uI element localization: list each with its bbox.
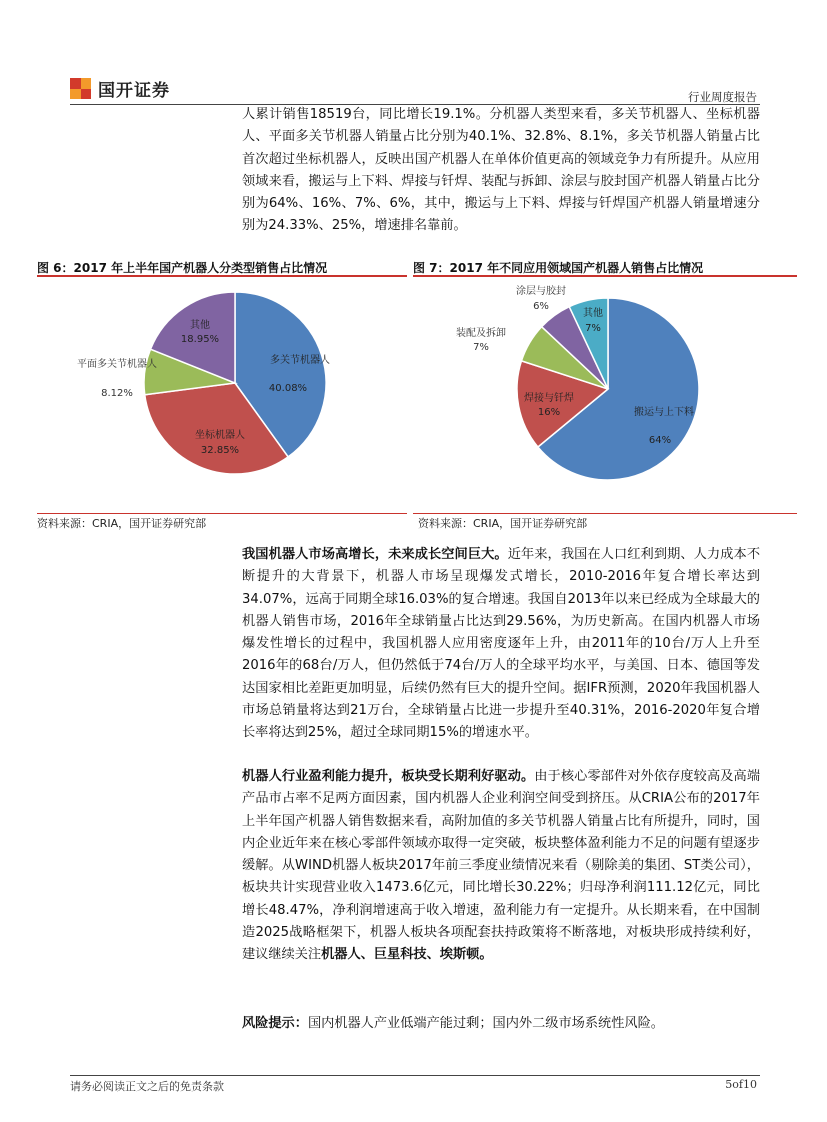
figure6-source: 资料来源：CRIA，国开证券研究部 xyxy=(37,517,207,530)
figure7-title: 图 7：2017 年不同应用领域国产机器人销售占比情况 xyxy=(413,261,704,275)
footer-rule xyxy=(70,1075,760,1076)
paragraph-profitability-lead: 机器人行业盈利能力提升，板块受长期利好驱动。 xyxy=(242,769,535,784)
pie6-label-3-value: 18.95% xyxy=(180,334,220,345)
pie-chart-figure7 xyxy=(413,278,797,512)
figure6-top-rule xyxy=(37,275,407,277)
pie7-label-4-value: 7% xyxy=(585,323,601,334)
paragraph-profitability-body: 由于核心零部件对外依存度较高及高端产品市占率不足两方面因素，国内机器人企业利润空间受到挤压。从CRIA公布的2017年上半年国产机器人销售数据来看，高附加值的多关节机器人销量占比有所提升，同时，国内企业近年来在核心零部件领域亦取得一定突破，板块整体盈利能力不足的问题有望逐步缓解。从WIND机器人板块2017年前三季度业绩情况来看（剔除美的集团、ST类公司），板块共计实现营业收入1473.6亿元，同比增长30.22%；归母净利润111.12亿元，同比增长48.47%，净利润增速高于收入增速，盈利能力有一定提升。从长期来看，在中国制造2025战略框架下，机器人板块各项配套扶持政策将不断落地，对板块形成持续利好，建议继续关注 xyxy=(242,769,761,963)
paragraph-profitability xyxy=(242,766,760,967)
pie7-label-3-name: 涂层与胶封 xyxy=(516,286,566,297)
pie6-label-2-name: 平面多关节机器人 xyxy=(77,359,157,370)
company-logo xyxy=(70,76,170,101)
pie7-label-4-name: 其他 xyxy=(583,308,603,319)
pie7-label-3-value: 6% xyxy=(533,301,549,312)
figure7-source: 资料来源：CRIA，国开证券研究部 xyxy=(418,517,588,530)
pie6-label-1-value: 32.85% xyxy=(200,445,240,456)
report-type: 行业周度报告 xyxy=(688,90,757,104)
figure6-title: 图 6：2017 年上半年国产机器人分类型销售占比情况 xyxy=(37,261,328,275)
pie7-label-0-value: 64% xyxy=(648,435,672,446)
pie7-label-1-name: 焊接与钎焊 xyxy=(524,393,574,404)
pie7-label-2-value: 7% xyxy=(473,342,489,353)
pie6-label-0-value: 40.08% xyxy=(268,383,308,394)
risk-note xyxy=(242,1013,760,1035)
pie-chart-figure6 xyxy=(37,278,407,512)
pie6-label-0-name: 多关节机器人 xyxy=(270,355,330,366)
paragraph-market-growth-body: 近年来，我国在人口红利到期、人力成本不断提升的大背景下，机器人市场呈现爆发式增长，2010-2016年复合增长率达到34.07%，远高于同期全球16.03%的复合增速。我国自2013年以来已经成为全球最大的机器人销售市场，2016年全球销量占比达到29.56%，为历史新高。在国内机器人市场爆发性增长的过程中，我国机器人应用密度逐年上升，由2011年的10台/万人上升至2016年的68台/万人，但仍然低于74台/万人的全球平均水平，与美国、日本、德国等发达国家相比差距更加明显，后续仍然有巨大的提升空间。据IFR预测，2020年我国机器人市场总销量将达到21万台，全球销量占比进一步提升至40.31%，2016-2020年复合增长率将达到25%，超过全球同期15%的增速水平。 xyxy=(242,547,761,741)
risk-note-body: 国内机器人产业低端产能过剩；国内外二级市场系统性风险。 xyxy=(307,1016,664,1031)
paragraph-top xyxy=(242,104,760,238)
pie7-label-0-name: 搬运与上下料 xyxy=(634,407,694,418)
pie6-label-1-name: 坐标机器人 xyxy=(195,430,245,441)
pie7-label-1-value: 16% xyxy=(537,407,561,418)
logo-mark-icon xyxy=(70,78,91,99)
figure7-bottom-rule xyxy=(413,513,797,514)
disclaimer-text: 请务必阅读正文之后的免责条款 xyxy=(70,1080,224,1093)
paragraph-market-growth-lead: 我国机器人市场高增长，未来成长空间巨大。 xyxy=(242,547,508,562)
figure6-bottom-rule xyxy=(37,513,407,514)
pie6-label-3-name: 其他 xyxy=(190,320,210,331)
paragraph-top-text: 人累计销售18519台，同比增长19.1%。分机器人类型来看，多关节机器人、坐标机器人、平面多关节机器人销量占比分别为40.1%、32.8%、8.1%，多关节机器人销量占比首次超过坐标机器人，反映出国产机器人在单体价值更高的领域竞争力有所提升。从应用领域来看，搬运与上下料、焊接与钎焊、装配与拆卸、涂层与胶封国产机器人销量占比分别为64%、16%、7%、6%，其中，搬运与上下料、焊接与钎焊国产机器人销量增速分别为24.33%、25%，增速排名靠前。 xyxy=(242,107,760,234)
pie7-label-2-name: 装配及拆卸 xyxy=(456,328,506,339)
risk-note-lead: 风险提示： xyxy=(242,1016,308,1031)
paragraph-profitability-tail: 机器人、巨星科技、埃斯顿。 xyxy=(321,947,493,963)
company-name: 国开证券 xyxy=(98,81,170,101)
paragraph-market-growth xyxy=(242,544,760,745)
figure7-top-rule xyxy=(413,275,797,277)
pie6-label-2-value: 8.12% xyxy=(101,388,133,399)
page-number: 5of10 xyxy=(725,1078,757,1091)
